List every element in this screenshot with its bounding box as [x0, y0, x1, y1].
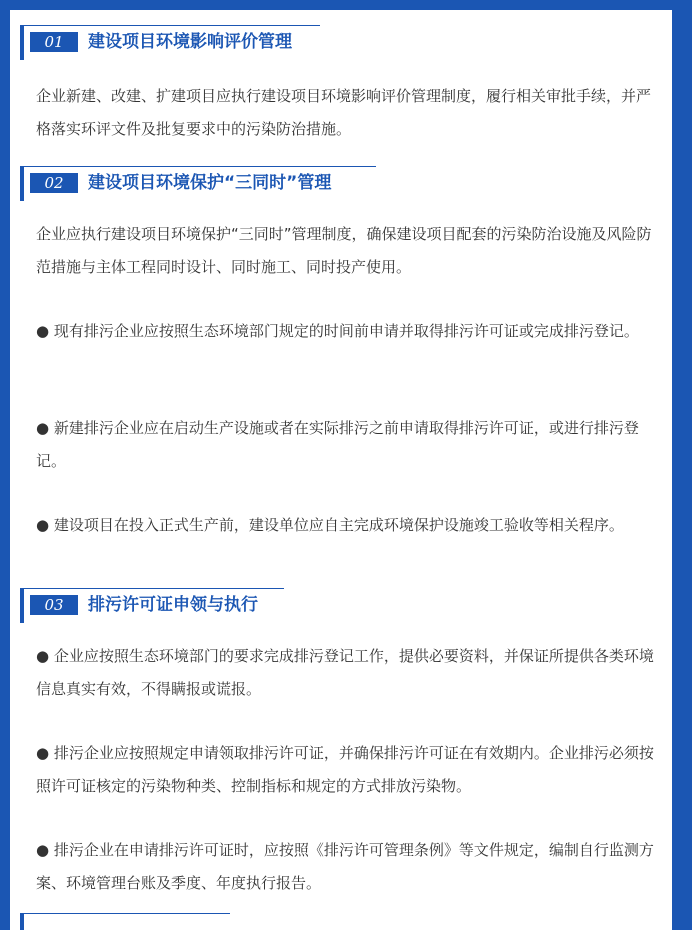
- section-03-bullet: ● 企业应按照生态环境部门的要求完成排污登记工作，提供必要资料，并保证所提供各类环境信息真实有效，不得瞒报或谎报。: [36, 647, 654, 698]
- content-panel: [10, 10, 672, 930]
- section-title: 建设项目环境保护“三同时”管理: [88, 173, 332, 193]
- heading-rule: [20, 25, 320, 26]
- section-title: 排污许可证申领与执行: [88, 595, 258, 615]
- heading-rule: [20, 166, 376, 167]
- section-number-badge: 02: [30, 173, 78, 193]
- next-heading-accent-bar: [20, 914, 24, 930]
- section-heading-03: [20, 588, 284, 622]
- section-heading-02: [20, 166, 376, 200]
- heading-accent-bar: [20, 167, 24, 201]
- section-number-badge: 01: [30, 32, 78, 52]
- section-02-bullet: ● 现有排污企业应按照生态环境部门规定的时间前申请并取得排污许可证或完成排污登记。: [36, 322, 639, 340]
- section-02-bullet: ● 新建排污企业应在启动生产设施或者在实际排污之前申请取得排污许可证，或进行排污登记。: [36, 419, 639, 470]
- next-heading-rule: [20, 913, 230, 914]
- section-02-bullet: ● 建设项目在投入正式生产前，建设单位应自主完成环境保护设施竣工验收等相关程序。: [36, 516, 624, 534]
- section-03-bullet: ● 排污企业在申请排污许可证时，应按照《排污许可管理条例》等文件规定，编制自行监测方案、环境管理台账及季度、年度执行报告。: [36, 841, 654, 892]
- section-02-paragraph: 企业应执行建设项目环境保护“三同时”管理制度，确保建设项目配套的污染防治设施及风险防范措施与主体工程同时设计、同时施工、同时投产使用。: [36, 225, 652, 276]
- heading-accent-bar: [20, 589, 24, 623]
- section-title: 建设项目环境影响评价管理: [88, 32, 292, 52]
- heading-rule: [20, 588, 284, 589]
- heading-accent-bar: [20, 26, 24, 60]
- section-number-badge: 03: [30, 595, 78, 615]
- section-01-paragraph: 企业新建、改建、扩建项目应执行建设项目环境影响评价管理制度，履行相关审批手续，并严格落实环评文件及批复要求中的污染防治措施。: [36, 87, 652, 138]
- section-heading-01: [20, 25, 320, 59]
- section-03-bullet: ● 排污企业应按照规定申请领取排污许可证，并确保排污许可证在有效期内。企业排污必须按照许可证核定的污染物种类、控制指标和规定的方式排放污染物。: [36, 744, 654, 795]
